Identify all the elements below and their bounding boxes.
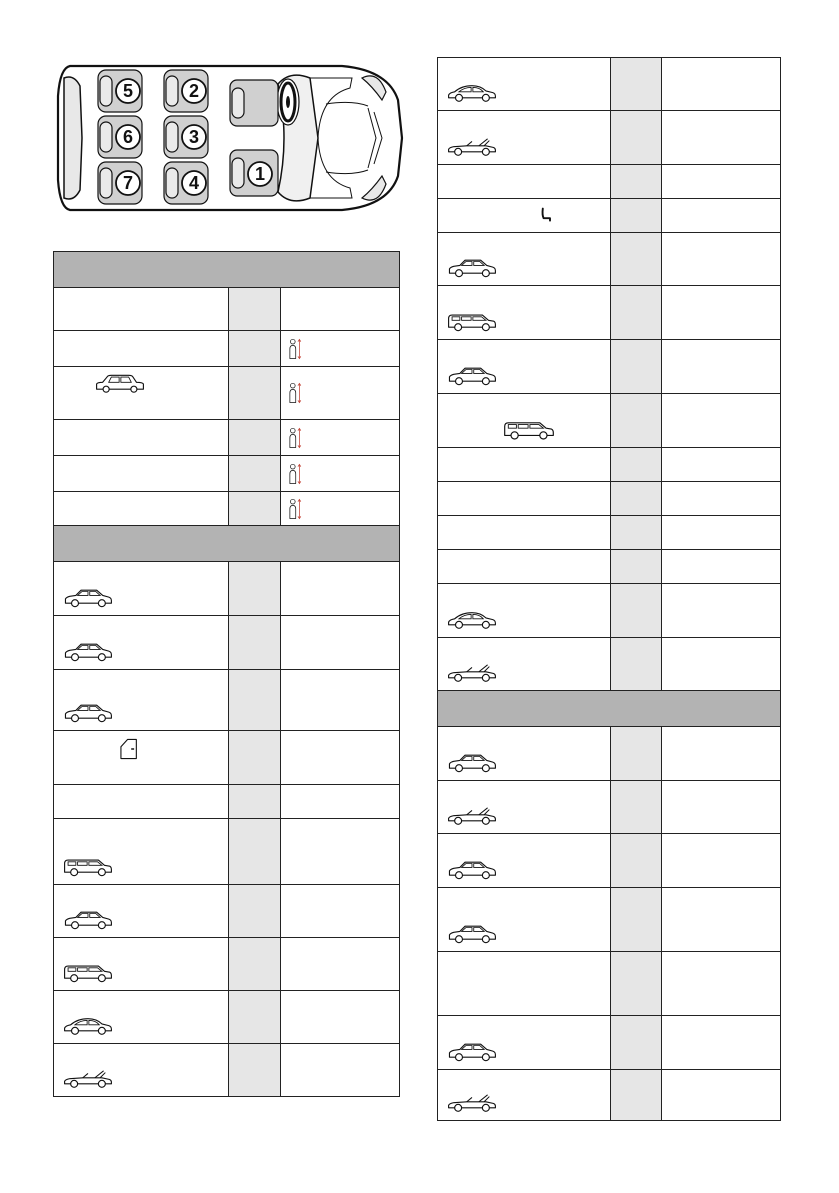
car-hatch-icon bbox=[446, 752, 498, 774]
category-cell bbox=[281, 492, 400, 526]
category-cell bbox=[281, 670, 400, 731]
car-suv-icon bbox=[62, 856, 114, 878]
left-table-section-header bbox=[54, 252, 400, 288]
car-hatch-icon bbox=[446, 859, 498, 881]
vehicle-cell bbox=[438, 834, 611, 888]
category-cell bbox=[662, 448, 781, 482]
position-cell bbox=[229, 288, 281, 331]
category-cell bbox=[281, 456, 400, 492]
vehicle-cell bbox=[438, 448, 611, 482]
seat-number-3: 3 bbox=[188, 127, 200, 147]
vehicle-cell bbox=[438, 584, 611, 638]
vehicle-cell bbox=[54, 938, 229, 991]
position-cell bbox=[611, 58, 662, 111]
vehicle-cell bbox=[54, 367, 229, 420]
left-table-section-header bbox=[54, 526, 400, 562]
category-cell bbox=[281, 1044, 400, 1097]
right-table-row bbox=[438, 58, 781, 111]
left-table-row bbox=[54, 331, 400, 367]
steering-wheel-icon bbox=[277, 79, 299, 125]
position-cell bbox=[611, 111, 662, 165]
person-height-icon bbox=[284, 379, 306, 407]
car-cabrio-icon bbox=[446, 1093, 498, 1114]
car-hatch-icon bbox=[62, 909, 114, 931]
vehicle-cell bbox=[438, 286, 611, 340]
left-table-row bbox=[54, 616, 400, 670]
category-cell bbox=[281, 288, 400, 331]
vehicle-cell bbox=[438, 165, 611, 199]
category-cell bbox=[662, 286, 781, 340]
left-table-row bbox=[54, 670, 400, 731]
category-cell bbox=[662, 233, 781, 286]
car-hatch-icon bbox=[446, 365, 498, 387]
vehicle-cell bbox=[438, 952, 611, 1016]
right-table-row bbox=[438, 781, 781, 834]
position-cell bbox=[229, 731, 281, 785]
car-hatch-icon bbox=[62, 587, 114, 609]
vehicle-cell bbox=[54, 991, 229, 1044]
category-cell bbox=[281, 367, 400, 420]
category-cell bbox=[662, 888, 781, 952]
category-cell bbox=[281, 616, 400, 670]
position-cell bbox=[611, 340, 662, 394]
right-table-row bbox=[438, 727, 781, 781]
position-cell bbox=[229, 367, 281, 420]
position-cell bbox=[229, 819, 281, 885]
right-table-row bbox=[438, 111, 781, 165]
right-table-row bbox=[438, 952, 781, 1016]
left-table-row bbox=[54, 819, 400, 885]
category-cell bbox=[281, 420, 400, 456]
category-cell bbox=[662, 516, 781, 550]
car-hatch-icon bbox=[446, 1041, 498, 1063]
right-table-row bbox=[438, 340, 781, 394]
left-table-row bbox=[54, 288, 400, 331]
car-coupe-icon bbox=[446, 83, 498, 104]
position-cell bbox=[611, 888, 662, 952]
vehicle-cell bbox=[54, 670, 229, 731]
left-table-row bbox=[54, 492, 400, 526]
left-table-row bbox=[54, 456, 400, 492]
vehicle-cell bbox=[54, 819, 229, 885]
person-height-icon bbox=[284, 495, 306, 523]
category-cell bbox=[281, 938, 400, 991]
right-table-row bbox=[438, 834, 781, 888]
position-cell bbox=[611, 286, 662, 340]
vehicle-cell bbox=[438, 550, 611, 584]
vehicle-cell bbox=[438, 394, 611, 448]
car-cabrio-icon bbox=[62, 1069, 114, 1090]
category-cell bbox=[281, 991, 400, 1044]
vehicle-cell bbox=[54, 288, 229, 331]
vehicle-cell bbox=[54, 616, 229, 670]
car-hatch-icon bbox=[62, 641, 114, 663]
person-height-icon bbox=[284, 424, 306, 452]
vehicle-cell bbox=[438, 58, 611, 111]
right-table-section-header bbox=[438, 691, 781, 727]
position-cell bbox=[611, 952, 662, 1016]
vehicle-cell bbox=[438, 233, 611, 286]
category-cell bbox=[281, 885, 400, 938]
right-table-row bbox=[438, 448, 781, 482]
category-cell bbox=[662, 58, 781, 111]
right-table-row bbox=[438, 516, 781, 550]
position-cell bbox=[229, 492, 281, 526]
seat-number-6: 6 bbox=[122, 127, 134, 147]
car-cabrio-icon bbox=[446, 806, 498, 827]
car-suv-icon bbox=[446, 311, 498, 333]
seat-number-2: 2 bbox=[188, 81, 200, 101]
car-hatch-icon bbox=[62, 702, 114, 724]
right-table-row bbox=[438, 584, 781, 638]
category-cell bbox=[281, 331, 400, 367]
vehicle-cell bbox=[54, 420, 229, 456]
position-cell bbox=[229, 420, 281, 456]
category-cell bbox=[662, 1016, 781, 1070]
left-table-row bbox=[54, 1044, 400, 1097]
vehicle-cell bbox=[54, 456, 229, 492]
vehicle-cell bbox=[438, 1016, 611, 1070]
position-cell bbox=[611, 516, 662, 550]
category-cell bbox=[662, 482, 781, 516]
position-cell bbox=[611, 727, 662, 781]
car-cabrio-icon bbox=[446, 663, 498, 684]
seat-glyph-icon bbox=[538, 206, 554, 224]
section-header-cell bbox=[438, 691, 781, 727]
right-table-row bbox=[438, 286, 781, 340]
right-table-row bbox=[438, 1070, 781, 1121]
vehicle-cell bbox=[54, 562, 229, 616]
right-table-row bbox=[438, 638, 781, 691]
right-table bbox=[437, 57, 781, 1121]
category-cell bbox=[662, 394, 781, 448]
category-cell bbox=[281, 731, 400, 785]
left-table-row bbox=[54, 938, 400, 991]
category-cell bbox=[281, 562, 400, 616]
car-top-icon bbox=[94, 373, 146, 395]
category-cell bbox=[662, 638, 781, 691]
vehicle-cell bbox=[54, 331, 229, 367]
right-table-row bbox=[438, 550, 781, 584]
right-table-row bbox=[438, 888, 781, 952]
door-icon bbox=[118, 737, 140, 761]
vehicle-cell bbox=[438, 199, 611, 233]
position-cell bbox=[611, 1070, 662, 1121]
position-cell bbox=[611, 199, 662, 233]
left-table-row bbox=[54, 562, 400, 616]
position-cell bbox=[229, 670, 281, 731]
seat-number-7: 7 bbox=[122, 173, 134, 193]
car-coupe-icon bbox=[446, 610, 498, 631]
seat-number-1: 1 bbox=[254, 164, 266, 184]
position-cell bbox=[611, 584, 662, 638]
section-header-cell bbox=[54, 252, 400, 288]
position-cell bbox=[611, 394, 662, 448]
seat-number-5: 5 bbox=[122, 81, 134, 101]
position-cell bbox=[611, 781, 662, 834]
left-table-row bbox=[54, 885, 400, 938]
left-table-row bbox=[54, 785, 400, 819]
vehicle-cell bbox=[54, 731, 229, 785]
position-cell bbox=[229, 456, 281, 492]
person-height-icon bbox=[284, 460, 306, 488]
left-table-row bbox=[54, 991, 400, 1044]
right-table-row bbox=[438, 394, 781, 448]
right-table-row bbox=[438, 482, 781, 516]
category-cell bbox=[662, 199, 781, 233]
category-cell bbox=[281, 819, 400, 885]
position-cell bbox=[229, 938, 281, 991]
position-cell bbox=[229, 785, 281, 819]
left-table bbox=[53, 251, 400, 1097]
position-cell bbox=[229, 562, 281, 616]
vehicle-cell bbox=[54, 785, 229, 819]
vehicle-cell bbox=[54, 492, 229, 526]
left-table-row bbox=[54, 367, 400, 420]
vehicle-cell bbox=[438, 516, 611, 550]
position-cell bbox=[611, 233, 662, 286]
left-table-row bbox=[54, 731, 400, 785]
seat-position-diagram bbox=[52, 56, 404, 220]
category-cell bbox=[662, 550, 781, 584]
category-cell bbox=[662, 111, 781, 165]
car-hatch-icon bbox=[446, 923, 498, 945]
vehicle-cell bbox=[438, 340, 611, 394]
car-suv-icon bbox=[502, 419, 556, 441]
position-cell bbox=[611, 1016, 662, 1070]
category-cell bbox=[662, 727, 781, 781]
vehicle-cell bbox=[438, 781, 611, 834]
category-cell bbox=[662, 952, 781, 1016]
position-cell bbox=[611, 550, 662, 584]
category-cell bbox=[662, 1070, 781, 1121]
position-cell bbox=[611, 638, 662, 691]
left-table-row bbox=[54, 420, 400, 456]
right-table-row bbox=[438, 199, 781, 233]
car-cabrio-icon bbox=[446, 137, 498, 158]
position-cell bbox=[229, 885, 281, 938]
vehicle-cell bbox=[438, 482, 611, 516]
category-cell bbox=[662, 781, 781, 834]
category-cell bbox=[662, 584, 781, 638]
car-suv-icon bbox=[62, 962, 114, 984]
position-cell bbox=[229, 991, 281, 1044]
car-hatch-icon bbox=[446, 257, 498, 279]
vehicle-cell bbox=[438, 1070, 611, 1121]
vehicle-cell bbox=[438, 111, 611, 165]
position-cell bbox=[611, 834, 662, 888]
position-cell bbox=[229, 331, 281, 367]
vehicle-cell bbox=[54, 885, 229, 938]
vehicle-cell bbox=[438, 727, 611, 781]
section-header-cell bbox=[54, 526, 400, 562]
category-cell bbox=[662, 340, 781, 394]
position-cell bbox=[229, 1044, 281, 1097]
right-table-row bbox=[438, 1016, 781, 1070]
category-cell bbox=[662, 834, 781, 888]
right-table-row bbox=[438, 233, 781, 286]
position-cell bbox=[229, 616, 281, 670]
category-cell bbox=[281, 785, 400, 819]
vehicle-cell bbox=[438, 638, 611, 691]
position-cell bbox=[611, 448, 662, 482]
right-table-row bbox=[438, 165, 781, 199]
vehicle-cell bbox=[54, 1044, 229, 1097]
vehicle-cell bbox=[438, 888, 611, 952]
seat-number-4: 4 bbox=[188, 173, 200, 193]
position-cell bbox=[611, 165, 662, 199]
person-height-icon bbox=[284, 335, 306, 363]
position-cell bbox=[611, 482, 662, 516]
category-cell bbox=[662, 165, 781, 199]
car-coupe-icon bbox=[62, 1016, 114, 1037]
